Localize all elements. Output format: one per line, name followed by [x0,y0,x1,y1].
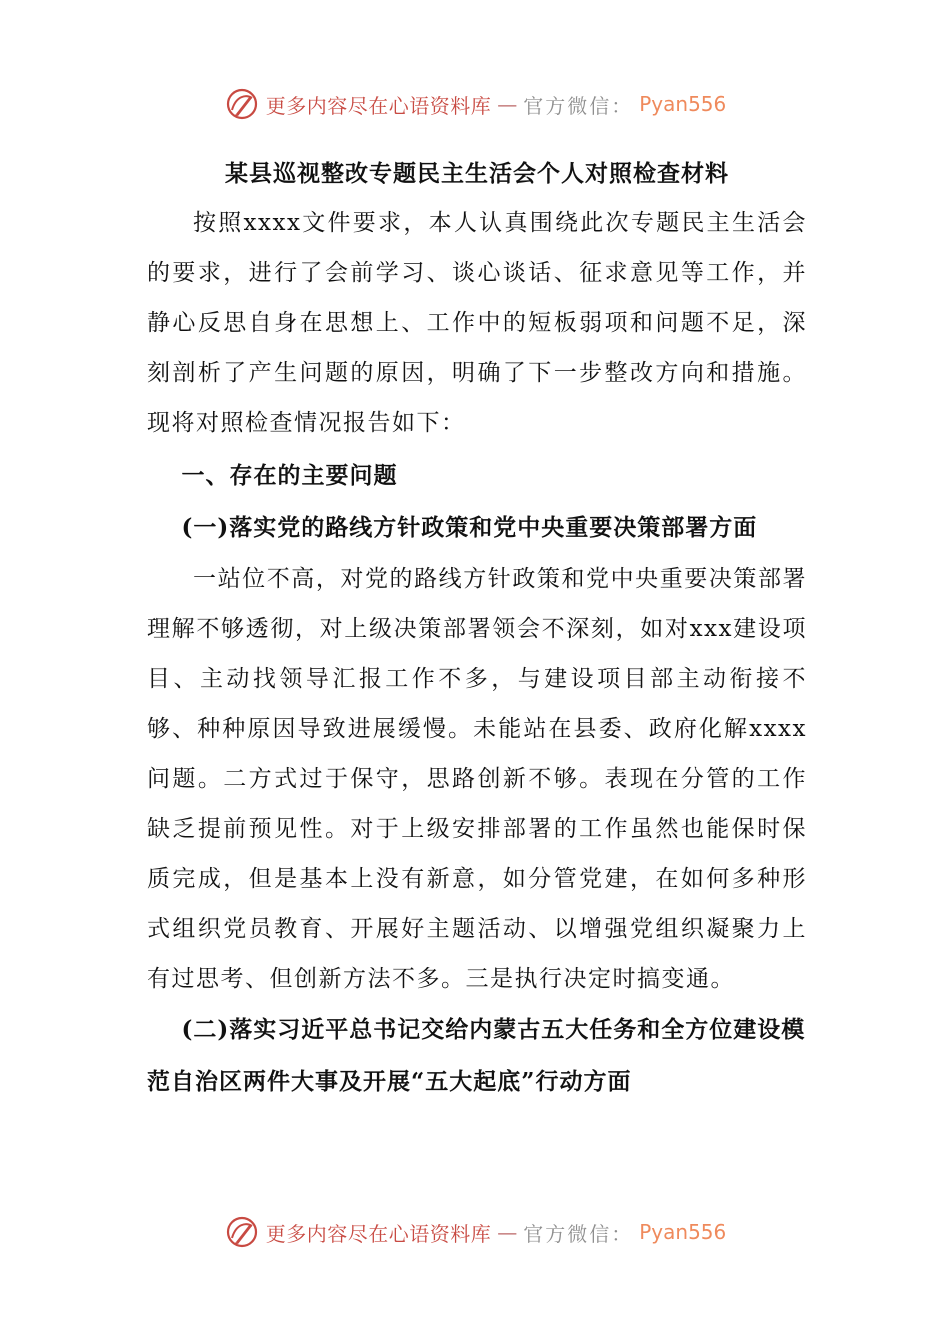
pen-swirl-logo-icon [224,86,260,122]
watermark-banner-top [0,82,950,126]
pen-swirl-logo-icon [224,1214,260,1250]
section-heading-1: 一、存在的主要问题 [181,462,398,489]
watermark-banner-bottom [0,1210,950,1254]
subsection-heading-1: (一)落实党的路线方针政策和党中央重要决策部署方面 [181,514,758,541]
watermark-site-text: 更多内容尽在心语资料库 [265,93,492,118]
intro-paragraph: 按照xxxx文件要求，本人认真围绕此次专题民主生活会的要求，进行了会前学习、谈心谈话、征求意见等工作，并静心反思自身在思想上、工作中的短板弱项和问题不足，深刻剖析了产生问题的原因，明确了下一步整改方向和措施。现将对照检查情况报告如下： [147,210,807,436]
watermark-wechat-id: Pyan556 [639,1220,727,1244]
watermark-official-label: 官方微信： [523,1221,634,1246]
subsection-heading-2: (二)落实习近平总书记交给内蒙古五大任务和全方位建设模范自治区两件大事及开展“五大起底”行动方面 [147,1016,806,1095]
watermark-separator: — [497,1220,518,1244]
subsection-1-paragraph: 一站位不高，对党的路线方针政策和党中央重要决策部署理解不够透彻，对上级决策部署领会不深刻，如对xxx建设项目、主动找领导汇报工作不多，与建设项目部主动衔接不够、种种原因导致进展缓慢。未能站在县委、政府化解xxxx问题。二方式过于保守，思路创新不够。表现在分管的工作缺乏提前预见性。对于上级安排部署的工作虽然也能保时保质完成，但是基本上没有新意，如分管党建，在如何多种形式组织党员教育、开展好主题活动、以增强党组织凝聚力上有过思考、但创新方法不多。三是执行决定时搞变通。 [147,566,807,992]
document-body [147,150,807,1108]
document-title: 某县巡视整改专题民主生活会个人对照检查材料 [225,160,729,187]
watermark-wechat-id: Pyan556 [639,92,727,116]
watermark-official-label: 官方微信： [523,93,634,118]
watermark-site-text: 更多内容尽在心语资料库 [265,1221,492,1246]
watermark-separator: — [497,92,518,116]
